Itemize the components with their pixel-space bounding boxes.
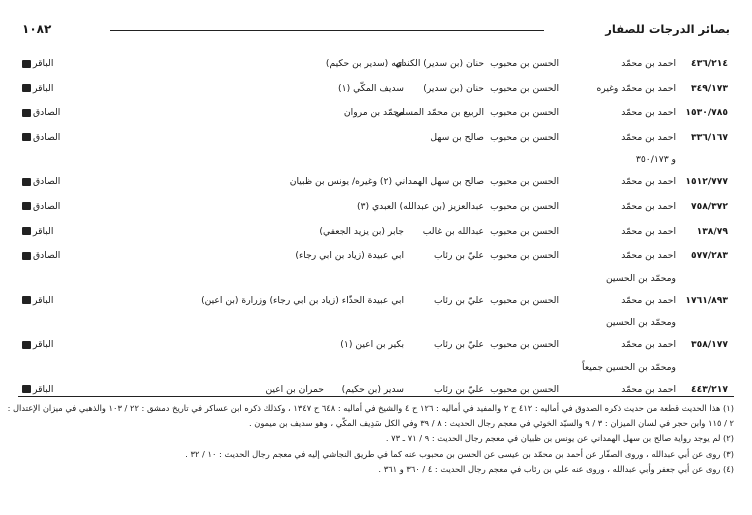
salutation-icon xyxy=(22,296,31,304)
narrator-3: عبدالعزيز (بن عبدالله) العبدي (٣) xyxy=(356,200,484,212)
narrator-1: احمد بن محمّد xyxy=(621,200,676,212)
narrator-2: الحسن بن محبوب xyxy=(490,131,559,143)
narrator-1: احمد بن محمّد xyxy=(621,107,676,119)
reference-number: ١٧٦١/٨٩٣ xyxy=(685,294,728,306)
narrator-1: احمد بن محمّد xyxy=(621,131,676,143)
reference-number: ٣٣٦/١٦٧ xyxy=(690,131,728,143)
narrator-4: سديف المكّي (١) xyxy=(338,82,404,94)
footnotes xyxy=(7,401,734,477)
imam-label: الباقر xyxy=(33,339,54,351)
imam-label: الصادق xyxy=(33,176,61,188)
narrator-1: احمد بن محمّد xyxy=(621,176,676,188)
narrator-3: عليّ بن رئاب xyxy=(433,250,484,262)
continuation-text: ومحمّد بن الحسين xyxy=(605,317,676,329)
reference-number: ٤٤٣/٢١٧ xyxy=(690,383,728,395)
footnote: (٤) روى عن أبي جعفر وأبي عبدالله ، وروى عنه علي بن رئاب في معجم رجال الحديث : ٤ / ٣٦٠ و ٣٦١ . xyxy=(378,463,734,474)
narrator-3: صالح بن سهل الهمداني (٢) وغيره/ يونس بن ظبيان xyxy=(289,176,484,188)
imam-name xyxy=(22,107,60,118)
continuation-text: ومحمّد بن الحسين جميعاً xyxy=(582,361,676,373)
narrator-2: الحسن بن محبوب xyxy=(490,225,559,237)
narrator-3: صالح بن سهل xyxy=(430,131,484,143)
narrator-2: الحسن بن محبوب xyxy=(490,82,559,94)
imam-label: الصادق xyxy=(33,107,61,119)
narrator-1: احمد بن محمّد xyxy=(621,339,676,351)
reference-number: ٣٥٨/١٧٧ xyxy=(690,339,728,351)
narrator-2: الحسن بن محبوب xyxy=(490,339,559,351)
narrator-4: بكير بن اعين (١) xyxy=(340,339,404,351)
salutation-icon xyxy=(22,341,31,349)
salutation-icon xyxy=(22,202,31,210)
imam-label: الباقر xyxy=(33,383,54,395)
narrator-2: الحسن بن محبوب xyxy=(490,176,559,188)
narrator-1: احمد بن محمّد xyxy=(621,383,676,395)
continuation-text: ومحمّد بن الحسين xyxy=(605,272,676,284)
imam-name xyxy=(22,295,53,306)
narrator-2: الحسن بن محبوب xyxy=(490,294,559,306)
page-number: ١٠٨٢ xyxy=(22,22,52,36)
narrator-4: جابر (بن يزيد الجعفي) xyxy=(319,225,404,237)
narrator-2: الحسن بن محبوب xyxy=(490,250,559,262)
reference-number: ١٥١٢/٧٧٧ xyxy=(685,176,728,188)
narrator-3: عليّ بن رئاب xyxy=(433,294,484,306)
imam-name xyxy=(22,226,53,237)
footnote: ٢ / ١١٥ وابن حجر في لسان الميزان : ٣ / ٩ والسيّد الخوئي في معجم رجال الحديث : ٨ / ٣٩ وفي الكل سَدِيف المكّي ، وهو سديف بن ميمون . xyxy=(248,418,734,429)
narrator-1: احمد بن محمّد xyxy=(621,58,676,69)
narration-row xyxy=(18,335,734,360)
narration-row xyxy=(18,197,734,222)
imam-name xyxy=(22,83,53,94)
narrator-2: الحسن بن محبوب xyxy=(490,383,559,395)
page-header xyxy=(18,22,734,44)
narrator-3: عليّ بن رئاب xyxy=(433,383,484,395)
narration-table xyxy=(18,54,734,405)
reference-number: ٤٣٦/٢١٤ xyxy=(690,58,728,69)
imam-label: الصادق xyxy=(33,200,61,212)
imam-name xyxy=(22,58,53,69)
narrator-2: الحسن بن محبوب xyxy=(490,58,559,69)
narration-row xyxy=(18,54,734,79)
narrator-4: محمّد بن مروان xyxy=(343,107,404,119)
imam-name xyxy=(22,132,60,143)
imam-name xyxy=(22,176,60,187)
continuation-line xyxy=(18,152,734,172)
header-rule xyxy=(110,30,544,31)
narration-row xyxy=(18,79,734,104)
narrator-3: عليّ بن رئاب xyxy=(433,339,484,351)
narration-row xyxy=(18,128,734,153)
salutation-icon xyxy=(22,178,31,186)
salutation-icon xyxy=(22,84,31,92)
imam-name xyxy=(22,250,60,261)
narrator-3: الربيع بن محمّد المسلي xyxy=(394,107,484,119)
narrator-4: ابي عبيدة (زياد بن ابي رجاء) xyxy=(295,250,404,262)
salutation-icon xyxy=(22,60,31,68)
imam-label: الباقر xyxy=(33,294,54,306)
imam-label: الباقر xyxy=(33,58,54,69)
narrator-2: الحسن بن محبوب xyxy=(490,200,559,212)
narrator-4: سدير (بن حكيم) xyxy=(341,383,404,395)
narrator-1: احمد بن محمّد xyxy=(621,250,676,262)
salutation-icon xyxy=(22,227,31,235)
salutation-icon xyxy=(22,252,31,260)
narration-row xyxy=(18,246,734,271)
imam-name xyxy=(22,201,60,212)
narration-row xyxy=(18,172,734,197)
imam-label: الصادق xyxy=(33,131,61,143)
narrator-5: حمران بن اعين xyxy=(265,383,324,395)
reference-number: ١٥٣٠/٧٨٥ xyxy=(685,107,728,119)
reference-number: ٣٤٩/١٧٣ xyxy=(690,82,728,94)
footnote: (١) هذا الحديث قطعة من حديث ذكره الصدوق في أماليه : ٤١٢ ح ٢ والمفيد في أماليه : ١٢٦ ح ٤ والشيخ في أماليه : ٦٤٨ ح ١٣٤٧ ، وكذلك ذكره ابن عساكر في تاريخ دمشق : ٢٢ / ١٠٣ والذهبي في ميزان الإعتدال : xyxy=(7,403,734,413)
narrator-3: حنان (بن سدير) الكندي xyxy=(395,58,484,69)
narrator-4: ابي عبيدة الحذّاء (زياد بن ابي رجاء) وزرارة (بن اعين) xyxy=(201,294,404,306)
book-title: بصائر الدرجات للصفار xyxy=(605,22,730,36)
narrator-3: عبدالله بن غالب xyxy=(422,225,484,237)
imam-label: الباقر xyxy=(33,82,54,94)
narration-row xyxy=(18,222,734,247)
narration-row xyxy=(18,103,734,128)
imam-name xyxy=(22,339,53,350)
continuation-line xyxy=(18,360,734,380)
salutation-icon xyxy=(22,133,31,141)
narrator-4: ابيه (سدير بن حكيم) xyxy=(325,58,404,69)
narrator-1: احمد بن محمّد وغيره xyxy=(596,82,676,94)
reference-number: ٥٧٧/٢٨٣ xyxy=(690,250,728,262)
footnote-rule xyxy=(18,396,734,397)
narrator-1: احمد بن محمّد xyxy=(621,294,676,306)
narration-row xyxy=(18,291,734,316)
narrator-1: احمد بن محمّد xyxy=(621,225,676,237)
footnote: (٢) لم يوجد رواية صالح بن سهل الهمداني عن يونس بن ظبيان في معجم رجال الحديث : ٩ / ٧١ ـ ٧٣ . xyxy=(385,433,734,444)
continuation-line xyxy=(18,315,734,335)
narrator-3: حنان (بن سدير) xyxy=(423,82,484,94)
salutation-icon xyxy=(22,109,31,117)
continuation-text: و ٣٥٠/١٧٣ xyxy=(635,154,676,166)
reference-number: ٧٥٨/٣٧٢ xyxy=(690,200,728,212)
imam-label: الباقر xyxy=(33,225,54,237)
narrator-2: الحسن بن محبوب xyxy=(490,107,559,119)
imam-name xyxy=(22,384,53,395)
continuation-line xyxy=(18,271,734,291)
reference-number: ١٣٨/٧٩ xyxy=(696,225,728,237)
salutation-icon xyxy=(22,385,31,393)
footnote: (٣) روى عن أبي عبدالله ، وروى الصفّار عن أحمد بن محمّد بن عيسى عن الحسن بن محبوب عنه كما في طريق النجاشي إليه في معجم رجال الحديث : ١٠ / ٣٢ . xyxy=(185,448,734,459)
imam-label: الصادق xyxy=(33,250,61,262)
